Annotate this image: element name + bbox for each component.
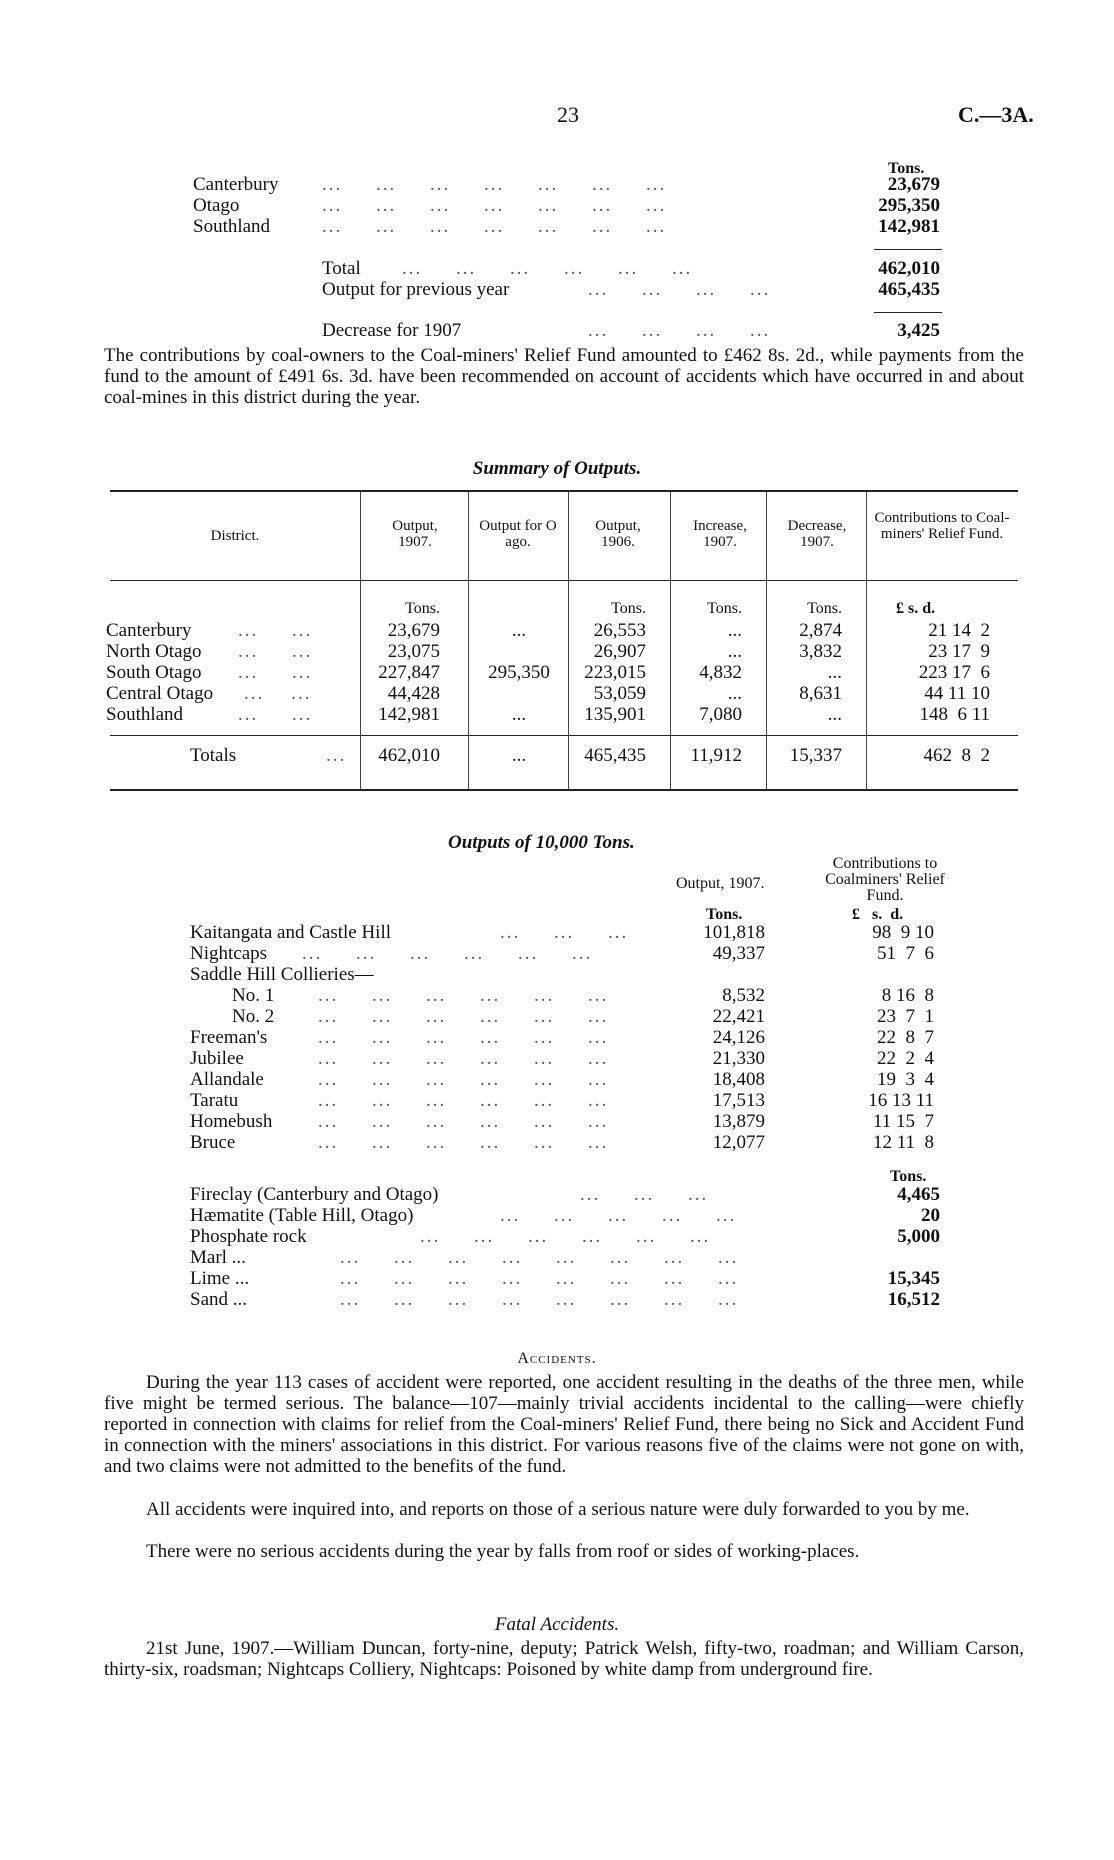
leader-dots: ... ... ... ... bbox=[588, 279, 771, 300]
output-1906-cell: 26,907 bbox=[593, 641, 646, 662]
district-name: Canterbury bbox=[193, 174, 279, 195]
col-divider bbox=[766, 492, 767, 789]
district-name: Southland bbox=[193, 216, 271, 237]
colliery-contribution: 22 2 4 bbox=[877, 1048, 934, 1069]
colliery-name: Freeman's bbox=[190, 1027, 268, 1048]
leader-dots: ... ... ... ... ... ... bbox=[402, 258, 693, 279]
output-otago-cell: 295,350 bbox=[488, 662, 550, 683]
increase-cell: 7,080 bbox=[699, 704, 742, 725]
output-1907-cell: 23,679 bbox=[387, 620, 440, 641]
colliery-contribution: 23 7 1 bbox=[877, 1006, 934, 1027]
col-divider bbox=[670, 492, 671, 789]
fatal-accidents-paragraph: 21st June, 1907.—William Duncan, forty-nine, deputy; Patrick Welsh, fifty-two, roadman; and William Carson, thirty-six, roadsman; Nightcaps Colliery, Nightcaps: Poisoned by white damp from underground fire. bbox=[104, 1638, 1024, 1680]
colliery-contribution: 12 11 8 bbox=[872, 1132, 934, 1153]
decrease-cell: ... bbox=[827, 704, 842, 725]
district-value: 142,981 bbox=[878, 216, 940, 237]
leader-dots: ... ... ... ... ... ... bbox=[318, 1090, 609, 1111]
output-1906-cell: 26,553 bbox=[593, 620, 646, 641]
relief-fund-paragraph: The contributions by coal-owners to the Coal-miners' Relief Fund amounted to £462 8s. 2d., while payments from the fund to the amount of £491 6s. 3d. have been recommended on account of accidents which have occurred in and about coal-mines in this district during the year. bbox=[104, 345, 1024, 408]
fatal-accidents-heading: Fatal Accidents. bbox=[494, 1614, 620, 1635]
col-header-output-otago: Output for O ago. bbox=[479, 518, 557, 550]
leader-dots: ... ... bbox=[238, 704, 313, 725]
decrease-cell: 3,832 bbox=[799, 641, 842, 662]
mineral-value: 15,345 bbox=[887, 1268, 940, 1289]
leader-dots: ... ... ... ... ... ... bbox=[318, 985, 609, 1006]
colliery-contribution: 19 3 4 bbox=[877, 1069, 934, 1090]
mineral-name: Sand ... bbox=[190, 1289, 247, 1310]
col-output-1907: Output, 1907. bbox=[676, 875, 765, 892]
leader-dots: ... ... ... ... ... ... bbox=[318, 1111, 609, 1132]
leader-dots: ... ... ... ... ... ... ... bbox=[322, 174, 667, 195]
leader-dots: ... ... ... bbox=[580, 1184, 709, 1205]
totals-decrease: 15,337 bbox=[789, 745, 842, 766]
col-header-output-1906: Output, 1906. bbox=[595, 518, 641, 550]
contribution-cell: 148 6 11 bbox=[919, 704, 990, 725]
output-1907-cell: 142,981 bbox=[378, 704, 440, 725]
output-1907-cell: 23,075 bbox=[387, 641, 440, 662]
colliery-tons: 21,330 bbox=[712, 1048, 765, 1069]
contribution-cell: 44 11 10 bbox=[924, 683, 990, 704]
table-top-rule bbox=[110, 490, 1018, 492]
colliery-tons: 24,126 bbox=[712, 1027, 765, 1048]
colliery-tons: 17,513 bbox=[712, 1090, 765, 1111]
totals-contribution: 462 8 2 bbox=[923, 745, 990, 766]
contribution-cell: 21 14 2 bbox=[928, 620, 990, 641]
col-header-decrease: Decrease, 1907. bbox=[787, 518, 847, 550]
table-totals-rule bbox=[110, 735, 1018, 736]
colliery-contribution: 11 15 7 bbox=[872, 1111, 934, 1132]
colliery-group-name: Saddle Hill Collieries— bbox=[190, 964, 374, 985]
output-1906-cell: 223,015 bbox=[584, 662, 646, 683]
total-value: 462,010 bbox=[878, 258, 940, 279]
colliery-tons: 8,532 bbox=[722, 985, 765, 1006]
leader-dots: ... ... bbox=[238, 641, 313, 662]
unit-money: £ s. d. bbox=[852, 906, 904, 923]
leader-dots: ... ... ... ... ... ... ... bbox=[322, 195, 667, 216]
mineral-value: 20 bbox=[921, 1205, 940, 1226]
unit-money: £ s. d. bbox=[896, 600, 936, 617]
colliery-name: Taratu bbox=[190, 1090, 239, 1111]
colliery-name: Homebush bbox=[190, 1111, 273, 1132]
colliery-name: Jubilee bbox=[190, 1048, 244, 1069]
page-number: 23 bbox=[557, 102, 579, 127]
mineral-name: Phosphate rock bbox=[190, 1226, 307, 1247]
colliery-tons: 18,408 bbox=[712, 1069, 765, 1090]
accidents-paragraph: During the year 113 cases of accident were reported, one accident resulting in the deaths of the three men, while five might be termed serious. The balance—107—mainly trivial accidents incidental to the calling—were chiefly reported in connection with claims for relief from the Coal-miners' Relief Fund, there being no Sick and Accident Fund in connection with the miners' associations in this district. For various reasons five of the claims were not gone on with, and two claims were not admitted to the benefits of the fund. bbox=[104, 1372, 1024, 1477]
decrease-cell: 8,631 bbox=[799, 683, 842, 704]
col-header-district: District. bbox=[210, 528, 260, 544]
output-1907-cell: 44,428 bbox=[387, 683, 440, 704]
colliery-contribution: 16 13 11 bbox=[868, 1090, 934, 1111]
sum-rule bbox=[874, 249, 942, 250]
tons-unit-label: Tons. bbox=[890, 1168, 927, 1185]
sum-rule bbox=[874, 312, 942, 313]
document-reference: C.—3A. bbox=[958, 102, 1034, 127]
unit-tons: Tons. bbox=[611, 600, 646, 617]
colliery-name: Bruce bbox=[190, 1132, 236, 1153]
unit-tons: Tons. bbox=[706, 906, 743, 923]
totals-increase: 11,912 bbox=[690, 745, 742, 766]
leader-dots: ... ... ... ... ... ... bbox=[318, 1006, 609, 1027]
mineral-name: Hæmatite (Table Hill, Otago) bbox=[190, 1205, 414, 1226]
leader-dots: ... ... ... ... ... ... bbox=[318, 1048, 609, 1069]
mineral-name: Lime ... bbox=[190, 1268, 250, 1289]
col-header-increase: Increase, 1907. bbox=[693, 518, 747, 550]
output-otago-cell: ... bbox=[511, 704, 527, 725]
leader-dots: ... ... ... ... ... ... bbox=[318, 1069, 609, 1090]
previous-year-label: Output for previous year bbox=[322, 279, 510, 300]
contribution-cell: 223 17 6 bbox=[918, 662, 990, 683]
tons-unit-label: Tons. bbox=[888, 160, 925, 177]
colliery-name: No. 1 bbox=[232, 985, 275, 1006]
colliery-tons: 12,077 bbox=[712, 1132, 765, 1153]
decrease-cell: ... bbox=[827, 662, 842, 683]
district-value: 295,350 bbox=[878, 195, 940, 216]
output-1906-cell: 135,901 bbox=[584, 704, 646, 725]
colliery-name: Nightcaps bbox=[190, 943, 268, 964]
increase-cell: ... bbox=[727, 683, 742, 704]
table-header-rule bbox=[110, 580, 1018, 581]
output-otago-cell: ... bbox=[511, 620, 527, 641]
colliery-name: Allandale bbox=[190, 1069, 264, 1090]
increase-cell: ... bbox=[727, 620, 742, 641]
col-divider bbox=[360, 492, 361, 789]
col-divider bbox=[866, 492, 867, 789]
colliery-name: Kaitangata and Castle Hill bbox=[190, 922, 392, 943]
totals-label: Totals bbox=[190, 745, 237, 766]
colliery-name: No. 2 bbox=[232, 1006, 275, 1027]
leader-dots: ... ... ... ... ... ... bbox=[318, 1132, 609, 1153]
mineral-name: Fireclay (Canterbury and Otago) bbox=[190, 1184, 439, 1205]
leader-dots: ... ... ... bbox=[500, 922, 629, 943]
colliery-contribution: 51 7 6 bbox=[877, 943, 934, 964]
total-label: Total bbox=[322, 258, 361, 279]
leader-dots: ... ... ... ... ... bbox=[500, 1205, 737, 1226]
leader-dots: ... ... ... ... ... ... ... ... bbox=[340, 1247, 739, 1268]
leader-dots: ... ... bbox=[244, 683, 312, 704]
mineral-value: 16,512 bbox=[887, 1289, 940, 1310]
previous-year-value: 465,435 bbox=[878, 279, 940, 300]
leader-dots: ... ... ... ... ... ... bbox=[302, 943, 593, 964]
totals-output-otago: ... bbox=[511, 745, 527, 766]
summary-title: Summary of Outputs. bbox=[472, 458, 642, 479]
leader-dots: ... ... ... ... ... ... bbox=[318, 1027, 609, 1048]
mineral-name: Marl ... bbox=[190, 1247, 246, 1268]
decrease-value: 3,425 bbox=[897, 320, 940, 341]
leader-dots: ... ... ... ... ... ... ... ... bbox=[340, 1268, 739, 1289]
leader-dots: ... ... ... ... bbox=[588, 320, 771, 341]
increase-cell: ... bbox=[727, 641, 742, 662]
col-header-contributions: Contributions to Coal-miners' Relief Fund. bbox=[874, 510, 1010, 542]
output-1907-cell: 227,847 bbox=[378, 662, 440, 683]
decrease-cell: 2,874 bbox=[799, 620, 842, 641]
district-name: Otago bbox=[193, 195, 240, 216]
accidents-heading: Accidents. bbox=[517, 1350, 597, 1367]
col-divider bbox=[568, 492, 569, 789]
colliery-tons: 49,337 bbox=[712, 943, 765, 964]
colliery-tons: 101,818 bbox=[703, 922, 765, 943]
district-cell: Central Otago bbox=[106, 683, 214, 704]
table-bottom-rule bbox=[110, 789, 1018, 791]
leader-dots: ... ... ... ... ... ... ... ... bbox=[340, 1289, 739, 1310]
leader-dots: ... ... bbox=[238, 662, 313, 683]
district-cell: Canterbury bbox=[106, 620, 192, 641]
accidents-paragraph: All accidents were inquired into, and reports on those of a serious nature were duly forwarded to you by me. bbox=[146, 1499, 970, 1520]
output-1906-cell: 53,059 bbox=[593, 683, 646, 704]
colliery-contribution: 22 8 7 bbox=[877, 1027, 934, 1048]
outputs-10k-title: Outputs of 10,000 Tons. bbox=[448, 832, 635, 853]
leader-dots: ... ... bbox=[238, 620, 313, 641]
leader-dots: ... bbox=[326, 745, 347, 766]
totals-output-1906: 465,435 bbox=[584, 745, 646, 766]
leader-dots: ... ... ... ... ... ... bbox=[420, 1226, 711, 1247]
district-value: 23,679 bbox=[887, 174, 940, 195]
district-cell: South Otago bbox=[106, 662, 202, 683]
contribution-cell: 23 17 9 bbox=[928, 641, 990, 662]
totals-output-1907: 462,010 bbox=[378, 745, 440, 766]
accidents-paragraph: There were no serious accidents during the year by falls from roof or sides of working-places. bbox=[146, 1541, 860, 1562]
colliery-contribution: 98 9 10 bbox=[872, 922, 934, 943]
unit-tons: Tons. bbox=[405, 600, 440, 617]
colliery-contribution: 8 16 8 bbox=[881, 985, 934, 1006]
district-cell: Southland bbox=[106, 704, 184, 725]
leader-dots: ... ... ... ... ... ... ... bbox=[322, 216, 667, 237]
col-contributions: Contributions to Coalminers' Relief Fund. bbox=[825, 855, 945, 904]
colliery-tons: 13,879 bbox=[712, 1111, 765, 1132]
decrease-label: Decrease for 1907 bbox=[322, 320, 462, 341]
mineral-value: 5,000 bbox=[897, 1226, 940, 1247]
mineral-value: 4,465 bbox=[897, 1184, 940, 1205]
unit-tons: Tons. bbox=[807, 600, 842, 617]
col-header-output-1907: Output, 1907. bbox=[392, 518, 438, 550]
district-cell: North Otago bbox=[106, 641, 202, 662]
unit-tons: Tons. bbox=[707, 600, 742, 617]
col-divider bbox=[468, 492, 469, 789]
increase-cell: 4,832 bbox=[699, 662, 742, 683]
colliery-tons: 22,421 bbox=[712, 1006, 765, 1027]
